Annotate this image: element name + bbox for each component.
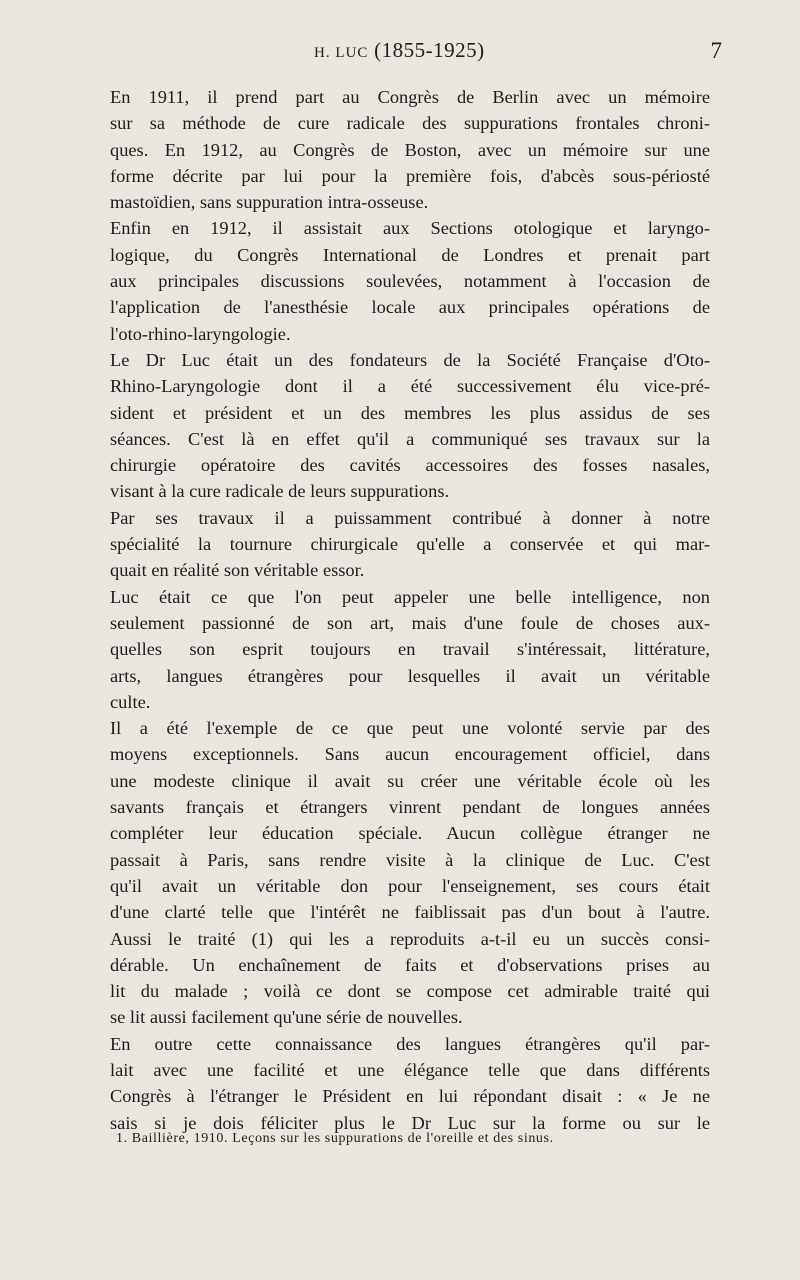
text-line: Enfin en 1912, il assistait aux Sections otologique et laryngo- xyxy=(110,218,710,239)
text-line: Congrès à l'étranger le Président en lui répondant disait : « Je ne xyxy=(110,1086,710,1107)
text-line: spécialité la tournure chirurgicale qu'elle a conservée et qui mar- xyxy=(110,534,710,555)
text-line: séances. C'est là en effet qu'il a communiqué ses travaux sur la xyxy=(110,428,710,449)
paragraph xyxy=(82,347,710,505)
text-line: Par ses travaux il a puissamment contribué à donner à notre xyxy=(110,507,710,528)
text-line: mastoïdien, sans suppuration intra-osseuse. xyxy=(110,192,429,213)
text-line: Le Dr Luc était un des fondateurs de la Société Française d'Oto- xyxy=(110,349,710,370)
text-line: qu'il avait un véritable don pour l'enseignement, ses cours était xyxy=(110,875,710,896)
paragraph xyxy=(82,584,710,715)
text-line: savants français et étrangers vinrent pendant de longues années xyxy=(110,797,710,818)
text-line: Il a été l'exemple de ce que peut une volonté servie par des xyxy=(110,718,710,739)
text-line: aux principales discussions soulevées, notamment à l'occasion de xyxy=(110,271,710,292)
text-line: Rhino-Laryngologie dont il a été successivement élu vice-pré- xyxy=(110,376,710,397)
text-line: forme décrite par lui pour la première fois, d'abcès sous-périosté xyxy=(110,165,710,186)
paragraph xyxy=(82,505,710,584)
paragraph xyxy=(82,1031,710,1136)
text-line: quelles son esprit toujours en travail s'intéressait, littérature, xyxy=(110,639,710,660)
text-line: seulement passionné de son art, mais d'une foule de choses aux- xyxy=(110,612,710,633)
text-line: Luc était ce que l'on peut appeler une belle intelligence, non xyxy=(110,586,710,607)
text-line: Aussi le traité (1) qui les a reproduits a-t-il eu un succès consi- xyxy=(110,928,710,949)
page-number: 7 xyxy=(710,38,722,63)
text-line: En outre cette connaissance des langues étrangères qu'il par- xyxy=(110,1033,710,1054)
paragraph xyxy=(82,715,710,1031)
text-line: se lit aussi facilement qu'une série de nouvelles. xyxy=(110,1007,463,1028)
text-line: dérable. Un enchaînement de faits et d'observations prises au xyxy=(110,954,710,975)
text-line: sais si je dois féliciter plus le Dr Luc sur la forme ou sur le xyxy=(110,1112,710,1133)
text-line: sur sa méthode de cure radicale des suppurations frontales chroni- xyxy=(110,113,710,134)
text-line: En 1911, il prend part au Congrès de Berlin avec un mémoire xyxy=(110,87,710,107)
body-text xyxy=(82,84,710,1136)
paragraph xyxy=(82,215,710,346)
text-line: l'oto-rhino-laryngologie. xyxy=(110,323,291,344)
text-line: d'une clarté telle que l'intérêt ne faiblissait pas d'un bout à l'autre. xyxy=(110,902,710,923)
text-line: culte. xyxy=(110,691,151,712)
text-line: chirurgie opératoire des cavités accessoires des fosses nasales, xyxy=(110,455,710,476)
text-line: sident et président et un des membres les plus assidus de ses xyxy=(110,402,710,423)
text-line: compléter leur éducation spéciale. Aucun collègue étranger ne xyxy=(110,823,710,844)
running-header xyxy=(0,38,800,68)
text-line: quait en réalité son véritable essor. xyxy=(110,560,365,581)
text-line: visant à la cure radicale de leurs suppurations. xyxy=(110,481,450,502)
running-head xyxy=(314,38,485,63)
running-head-author: H. LUC xyxy=(314,45,369,61)
text-line: arts, langues étrangères pour lesquelles il avait un véritable xyxy=(110,665,710,686)
paragraph xyxy=(82,84,710,215)
text-line: logique, du Congrès International de Londres et prenait part xyxy=(110,244,710,265)
text-line: passait à Paris, sans rendre visite à la clinique de Luc. C'est xyxy=(110,849,710,870)
footnote: 1. Baillière, 1910. Leçons sur les suppurations de l'oreille et des sinus. xyxy=(116,1131,554,1146)
running-head-years: (1855-1925) xyxy=(374,38,485,62)
text-line: moyens exceptionnels. Sans aucun encouragement officiel, dans xyxy=(110,744,710,765)
text-line: lit du malade ; voilà ce dont se compose cet admirable traité qui xyxy=(110,981,710,1002)
text-line: lait avec une facilité et une élégance telle que dans différents xyxy=(110,1059,710,1080)
text-line: l'application de l'anesthésie locale aux principales opérations de xyxy=(110,297,710,318)
text-line: ques. En 1912, au Congrès de Boston, avec un mémoire sur une xyxy=(110,139,710,160)
text-line: une modeste clinique il avait su créer une véritable école où les xyxy=(110,770,710,791)
